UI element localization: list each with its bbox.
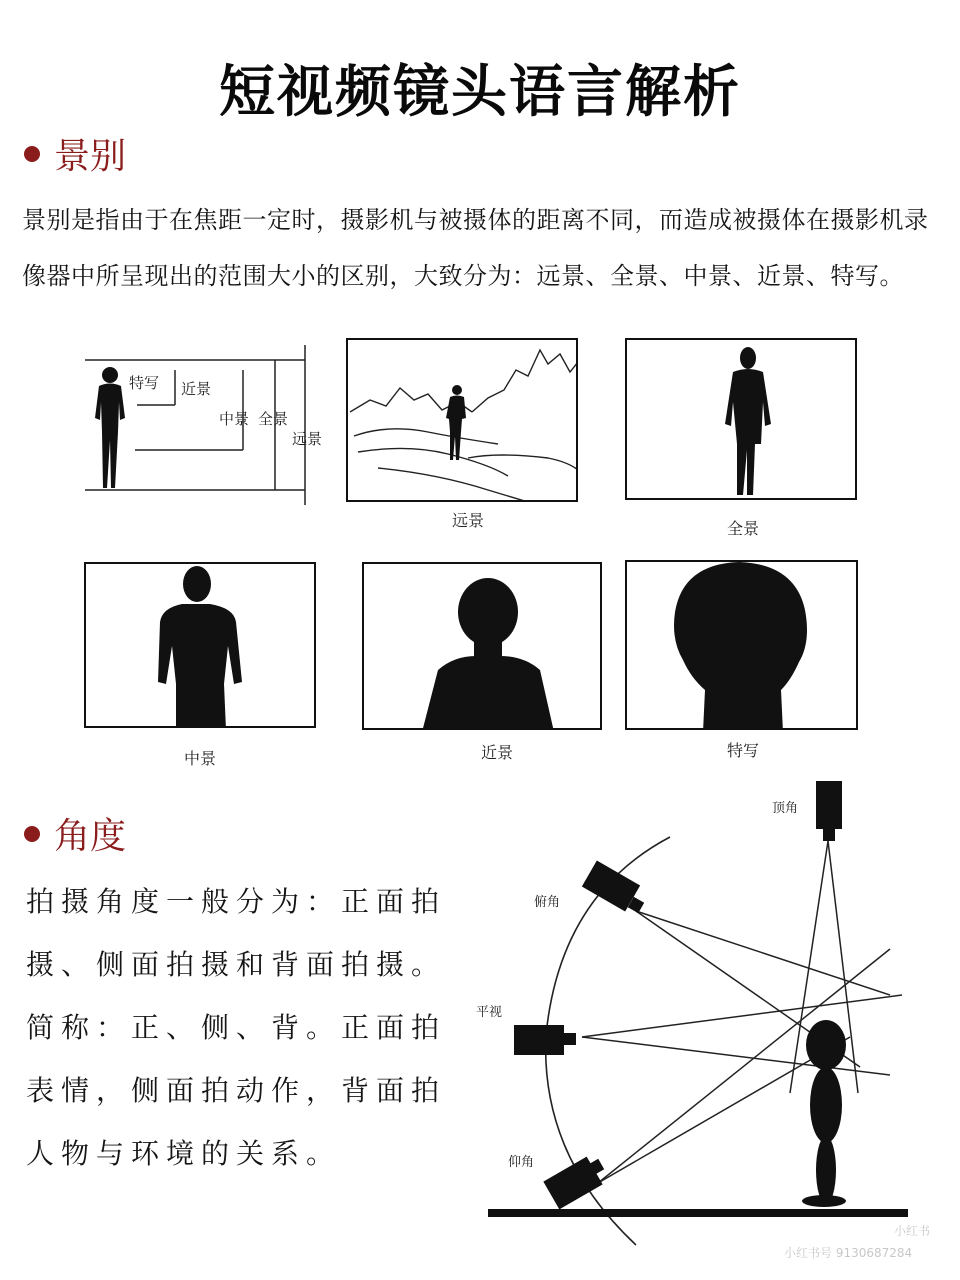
label-medium: 中景 (219, 410, 250, 428)
camera-low-icon (543, 1157, 604, 1210)
person-silhouette (446, 385, 466, 460)
shot-size-description: 景别是指由于在焦距一定时，摄影机与被摄体的距离不同，而造成被摄体在摄影机录像器中所呈现出的范围大小的区别，大致分为：远景、全景、中景、近景、特写。 (22, 206, 929, 290)
page-title: 短视频镜头语言解析 (219, 60, 741, 125)
bullet-icon (24, 146, 40, 162)
label-far: 远景 (292, 430, 323, 448)
frame-medium-shot (84, 562, 316, 728)
label-near: 近景 (181, 380, 212, 398)
ground-line (488, 1209, 908, 1217)
caption-closeup-shot: 特写 (726, 741, 759, 760)
landscape-illustration (348, 340, 578, 502)
caption-far-shot: 远景 (451, 511, 484, 530)
section-heading-text: 景别 (54, 136, 127, 177)
person-silhouette-near (364, 564, 602, 730)
section-heading-shot-size (24, 128, 126, 179)
label-top-angle: 顶角 (772, 801, 799, 816)
label-full: 全景 (258, 410, 289, 428)
angle-diagram-graphic (470, 775, 940, 1250)
person-silhouette-closeup (627, 562, 858, 730)
angle-description: 拍摄角度一般分为：正面拍摄、侧面拍摄和背面拍摄。简称：正、侧、背。正面拍表情，侧面拍动作，背面拍人物与环境的关系。 (26, 885, 447, 1170)
section-heading-angle (24, 808, 126, 859)
caption-full-shot: 全景 (726, 519, 759, 538)
watermark-logo: 小红书 (894, 1224, 931, 1238)
label-eye-level: 平视 (476, 1005, 503, 1020)
bullet-icon (24, 826, 40, 842)
caption-near-shot: 近景 (480, 743, 513, 762)
camera-level-icon (514, 1025, 576, 1055)
frame-far-shot (346, 338, 578, 502)
frame-closeup-shot (625, 560, 858, 730)
watermark-account: 小红书号 9130687284 (784, 1246, 913, 1260)
camera-top-icon (816, 781, 842, 841)
section-heading-text: 角度 (54, 816, 127, 857)
label-high-angle: 俯角 (534, 895, 561, 910)
frame-near-shot (362, 562, 602, 730)
shot-size-scale-diagram (85, 340, 345, 510)
label-closeup: 特写 (129, 374, 160, 392)
person-silhouette-full (627, 340, 857, 500)
label-low-angle: 仰角 (508, 1155, 535, 1170)
camera-angle-diagram (470, 775, 940, 1250)
person-silhouette (95, 367, 125, 488)
scale-lines (85, 340, 345, 510)
figure-silhouette (802, 1020, 846, 1207)
frame-full-shot (625, 338, 857, 500)
person-silhouette-medium (86, 564, 316, 728)
caption-medium-shot: 中景 (183, 749, 216, 768)
